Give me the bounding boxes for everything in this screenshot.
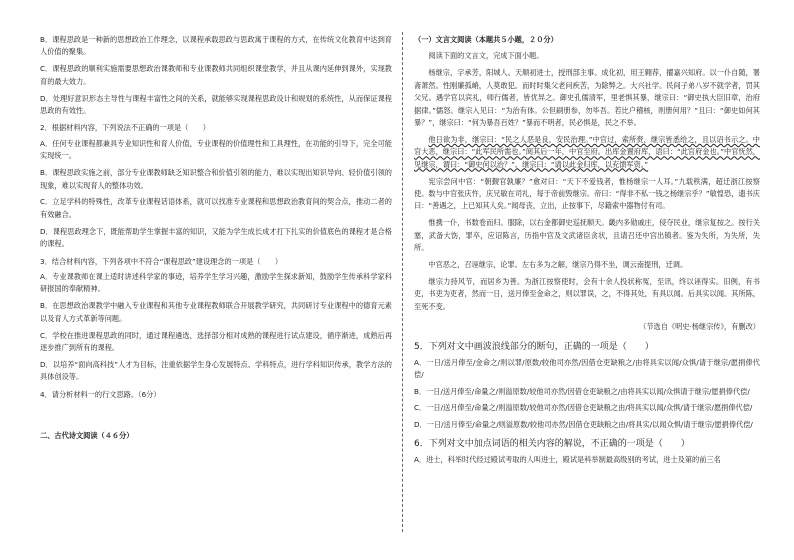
right-column xyxy=(414,34,760,471)
left-column xyxy=(40,34,392,447)
question-4-stem: 4．请分析材料一的行文思路。（6分） xyxy=(40,389,161,399)
section-title: （一）文言文阅读（本题共５小题，２０分） xyxy=(414,35,558,44)
passage-paragraph: 惟携一仆，书数卷而归。服除，以右金都御史巡抚顺天。畿内多勋戚庄，侵夺民业，继宗复按之。按行关塞，武备大饬，罪卒，应诏陈言，历指中官及文武诸臣贪状，且请召还中宫出镇者。鉴为失所，为失所，失所。 xyxy=(414,218,760,253)
passage-paragraph: 中官恶之，召诬继宗，论罪。左右多为之解，继宗乃得不坐，调云南提刑，迁调。 xyxy=(428,260,688,269)
question-3-stem: 3．结合材料内容，下列各项中不符合“课程思政”建设理念的一项是（ ） xyxy=(40,256,283,266)
question-5-option-d: D．一日/送月俸至/命量之/则溢原数/较他司亦然/因借仓吏缺粮之由/将具实/以闻众惧/请于继宗/愿捐俸代偿/ xyxy=(414,419,753,429)
passage-paragraph: 杨继宗，字承芳，阳城人。天顺初进士，授刑部主事。成化初，用王翱荐，擢嘉兴知府。以一仆自随，署斋萧然。性刚廉孤峭，人莫敢犯。而时时集父老问疾苦，为除弊之。大兴社学。民间子弟八岁不就学者，罚其父兄。遇学官以宾礼，师行儒者，皆优异之。御史孔儒清军，里老惧其暴，继宗曰：“御史执大臣旧章，治府据律。”儒怒。继宗入见曰：“为治有体。公但刷册参，勿毕吾。若比户稽核，则册何用？”且曰：“御史如何其暴？”，继宗曰：“何为暴吾百姓？”暴而不明者，民必惧是，民之不举。 xyxy=(414,68,760,127)
instruction: 阅读下面的文言文，完成下面小题。 xyxy=(428,51,544,61)
question-3-option-a: A．专业课教师在课上适时讲述科学家的事迹，培养学生学习兴趣，激励学生探求新知，鼓励学生传承科学家科研报国的奉献精神。 xyxy=(40,272,392,294)
section-2-heading: 二、古代诗文阅读（４６分） xyxy=(40,431,134,441)
question-3-option-b: B．在思想政治课教学中融入专业课程和其他专业课程教师联合开展教学研究，共同研讨专业课程中的德育元素以及育人方式革新等问题。 xyxy=(40,301,392,323)
option-b: B．课程思政是一种新的思想政治工作理念，以课程承载思政与思政寓于课程的方式，在传统文化教育中达到育人价值的聚集。 xyxy=(40,35,392,57)
passage-paragraph-wavy: 他日欲为非，继宗曰：“民之人恶是良，安民治理。”中官过，索所赍，继宗皆悉给之，且以诏书示之。中官大恶，继宗曰：“此军民所需也。”阅其后一年，中官至府。出库金置府库，语曰：“此官府金也。”中官怃然，见继宗，谓曰：“御史何以治？”。继宗曰：“请以此金归库，以充馈军资。” xyxy=(414,134,760,169)
question-2-stem: 2．根据材料内容，下列说法不正确的一项是（ ） xyxy=(40,123,210,133)
question-3-option-c: C．学校在推进课程思政的同时，通过课程遴选，选择部分相对成熟的课程进行试点建设，循序渐进，成熟后再逐步推广到所有的课程。 xyxy=(40,330,392,353)
passage-paragraph: 宪宗尝问中官：“朝觐官孰廉？”愈对曰：“天下不爱钱者，惟杨继宗一人耳。”九载秩满，超迁浙江按察使。数与中官张庆忤，庆兄敏在司礼，每于帝前毁继宗。帝曰：“得非不私一钱之杨继宗乎？”敏惶恐，遗书庆曰：“善遇之，上已知其人矣。”闻母丧，立出，止按事下，尽籍索中器物付有司。 xyxy=(414,176,760,211)
question-5-option-b: B．一日/送月俸至/命量之/则溢原数/较他司亦然/因借仓吏缺粮之/由将具实以闻/众惧请于继宗/愿捐俸代偿/ xyxy=(414,386,750,396)
question-6-option-a: A．进士，科举时代经过殿试考取的人叫进士，殿试是科举制最高级别的考试，进士及第的前三名 xyxy=(414,455,721,465)
question-5-option-c: C．一日/送月俸至/命量之/则溢原数/较他司亦然/因借仓吏缺粮之由/将具实以闻/众惧/请于继宗/愿捐俸代偿/ xyxy=(414,403,753,413)
question-5-option-a: A．一日/送月俸至/金命之/则以罪/原数/较他司亦然/因借仓吏缺粮之/由将具实以闻/众惧/请于继宗/愿捐俸代偿/ xyxy=(414,357,760,380)
question-5-stem: 5．下列对文中画波浪线部分的断句，正确的一项是（ ） xyxy=(414,341,654,352)
option-c: C．课程思政的顺利实施需要思想政治课教师和专业课教师共同组织课堂教学，并且从课内延伸到课外，实现教育的最大效力。 xyxy=(40,64,392,86)
option-d: D．处理好意识形态主导性与课程丰富性之间的关系，就能够实现课程思政设计和规划的系统性，从而保证课程思政的有效性。 xyxy=(40,93,392,116)
question-2-option-c: C．立足学科的特殊性，改革专业课程话语体系，就可以找准专业课程和思想政治教育间的契合点，推动二者的有效融合。 xyxy=(40,197,392,219)
source-note: （节选自《明史·杨继宗传》，有删改） xyxy=(639,322,760,332)
question-2-option-a: A．任何专业课程都兼具专业知识性和育人价值，专业课程的价值理性和工具理性，在功能的引导下，完全可能实现统一。 xyxy=(40,138,392,161)
question-2-option-d: D．课程思政理念下，既能帮助学生掌握丰富的知识，又能为学生成长成才打下扎实的价值底色的课程才是合格的课程。 xyxy=(40,226,392,249)
question-2-option-b: B．课程思政实施之前，部分专业课教师缺乏知识整合和价值引领的能力，难以实现出知识导向、轻价值引领的现象，难以实现育人的整体功效。 xyxy=(40,168,392,190)
question-3-option-d: D．以培养“面向高科技”人才为目标，注重依据学生身心发展特点、学科特点，进行学科知识传承，教学方法的具体创设等。 xyxy=(40,359,392,382)
passage-paragraph: 继宗力持风节，而居乡为善。为浙江按察使时，会有十余人投状称冤，至讯，终以诬得实。旧例，有书吏，书吏为吏者，然而一日，送月俸至金命之，则以罪误，之，不得其处，有具以闻。后具实以闻。其所陈，至死不变。 xyxy=(414,276,760,311)
answer-space xyxy=(40,404,392,430)
column-divider xyxy=(402,32,403,532)
question-6-stem: 6．下列对文中加点词语的相关内容的解说，不正确的一项是（ ） xyxy=(414,438,690,449)
